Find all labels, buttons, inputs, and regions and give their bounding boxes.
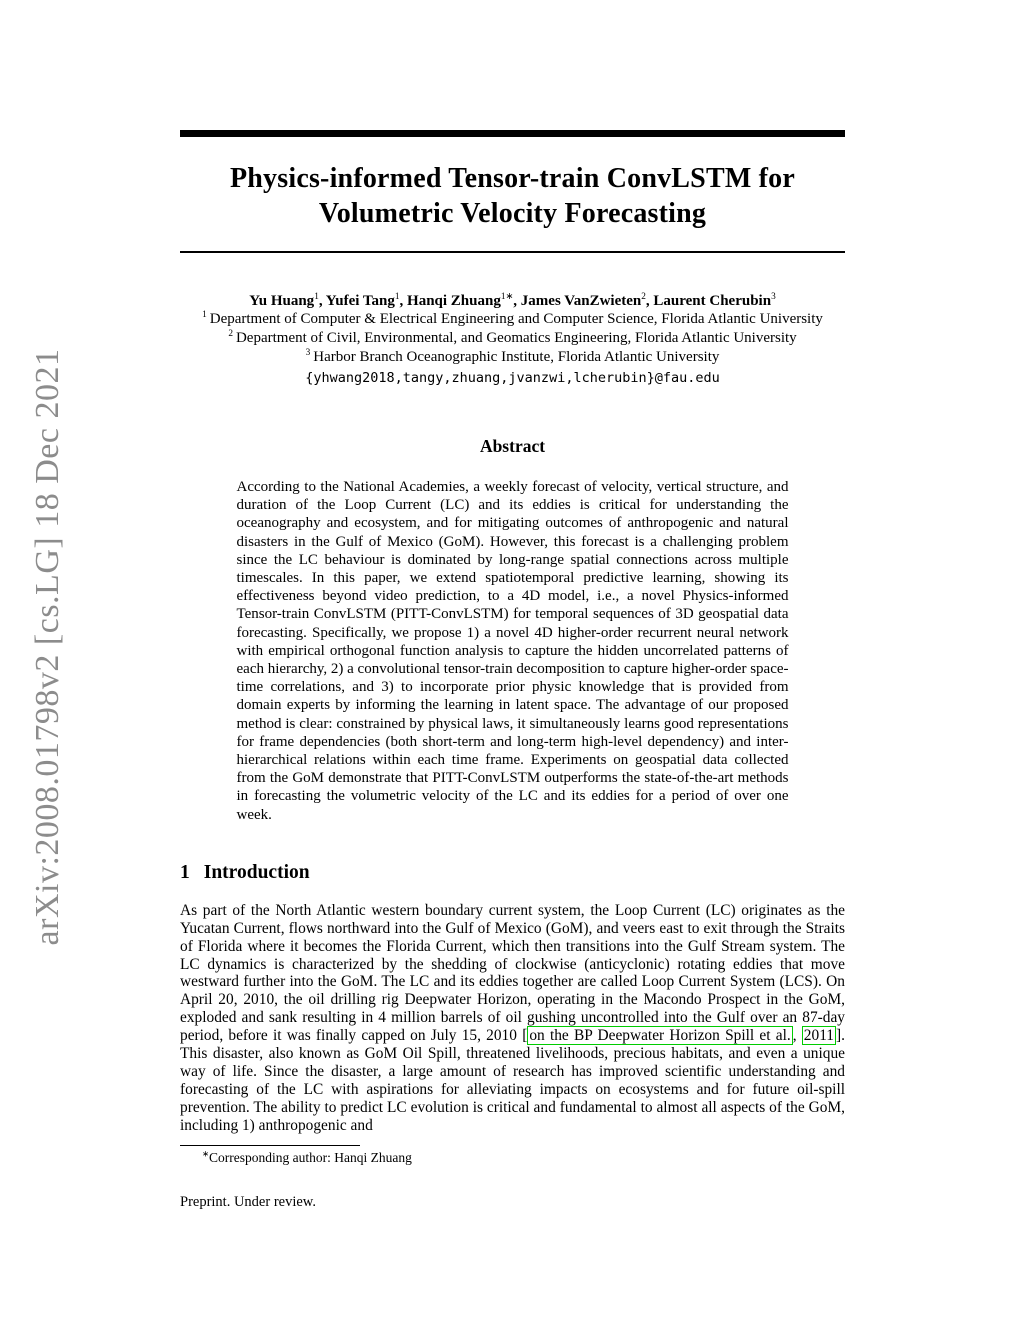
- abstract-heading: Abstract: [479, 436, 546, 456]
- affiliation-2: $^2$ Department of Civil, Environmental, and Geomatics Engineering, Florida Atlantic University: [228, 329, 797, 346]
- intro-paragraph: [180, 902, 845, 1135]
- author-emails: {yhwang2018,tangy,zhuang,jvanzwi,lcherubin}@fau.edu: [305, 370, 720, 386]
- abstract-text: According to the National Academies, a weekly forecast of velocity, vertical structure, and duration of the Loop Current (LC) and its eddies is critical for understanding the oceanography and ecosystem, and for mitigating outcomes of anthropogenic and natural disasters in the Gulf of Mexico (GoM). However, this forecast is a challenging problem since the LC behaviour is dominated by long-range spatial connections across multiple timescales. In this paper, we extend spatiotemporal predictive learning, showing its effectiveness beyond video prediction, to a 4D model, i.e., a novel Physics-informed Tensor-train ConvLSTM (PITT-ConvLSTM) for temporal sequences of 3D geospatial data forecasting. Specifically, we propose 1) a novel 4D higher-order recurrent neural network with empirical orthogonal function analysis to capture the hidden uncorrelated patterns of each hierarchy, 2) a convolutional tensor-train decomposition to capture higher-order space-time correlations, and 3) to incorporate prior physic knowledge that is provided from domain experts by informing the learning in latent space. The advantage of our proposed method is clear: constrained by physical laws, it simultaneously learns good representations for frame dependencies (both short-term and long-term high-level dependency) and inter-hierarchical relations within each time frame. Experiments on geospatial data collected from the GoM demonstrate that PITT-ConvLSTM outperforms the state-of-the-art methods in forecasting the volumetric velocity of the LC and its eddies for a period of over one week.: [236, 479, 789, 823]
- paper-title: [180, 161, 845, 231]
- title-rule-bottom: [180, 251, 845, 253]
- author-name: Yufei Tang$^1$,: [325, 292, 408, 309]
- citation-link-authors[interactable]: on the BP Deepwater Horizon Spill et al.: [529, 1027, 791, 1045]
- citation-separator: ,: [792, 1027, 802, 1045]
- preprint-notice: Preprint. Under review.: [180, 1194, 316, 1211]
- author-name: Yu Huang$^1$,: [249, 292, 326, 309]
- paper-column: [180, 0, 845, 1211]
- title-rule-top: [180, 130, 845, 137]
- affiliations-block: [180, 310, 845, 367]
- intro-text-before-citation: As part of the North Atlantic western boundary current system, the Loop Current (LC) originates as the Yucatan Current, flows northward into the Gulf of Mexico (GoM), and veers east to exit through the Straits of Florida where it becomes the Florida Current, which then transitions into the Gulf Stream system. The LC dynamics is characterized by the shedding of clockwise (anticyclonic) rotating eddies that move westward further into the GoM. The LC and its eddies together are called Loop Current System (LCS). On April 20, 2010, the oil drilling rig Deepwater Horizon, operating in the Macondo Prospect in the GoM, exploded and sank resulting in 4 million barrels of oil gushing uncontrolled into the Gulf over an 87-day period, before it was finally capped on July 15, 2010 [: [180, 901, 845, 1045]
- title-line-1: Physics-informed Tensor-train ConvLSTM for: [229, 163, 796, 194]
- author-name: James VanZwieten$^2$,: [520, 292, 654, 309]
- footnote-rule: [180, 1145, 360, 1147]
- author-name: Hanqi Zhuang$^{1∗}$,: [407, 292, 521, 309]
- section-heading-introduction: [180, 862, 845, 884]
- arxiv-watermark: arXiv:2008.01798v2 [cs.LG] 18 Dec 2021: [29, 348, 66, 946]
- corresponding-author-footnote: ∗Corresponding author: Hanqi Zhuang: [202, 1149, 412, 1166]
- intro-text-after-citation: ]. This disaster, also known as GoM Oil Spill, threatened livelihoods, precious habitats, and even a unique way of life. Since the disaster, a large amount of research has improved scientific understanding and forecasting of the LC with aspirations for alleviating impacts on ecosystems and for future oil-spill prevention. The ability to predict LC evolution is critical and fundamental to almost all aspects of the GoM, including 1) anthropogenic and: [180, 1027, 845, 1134]
- citation-link-year[interactable]: 2011: [803, 1027, 835, 1045]
- affiliation-1: $^1$ Department of Computer & Electrical Engineering and Computer Science, Florida Atlantic University: [202, 310, 823, 327]
- author-line: [180, 293, 845, 310]
- title-line-2: Volumetric Velocity Forecasting: [318, 198, 707, 229]
- affiliation-3: $^3$ Harbor Branch Oceanographic Institute, Florida Atlantic University: [305, 348, 720, 365]
- footnote-marker: ∗: [202, 1149, 210, 1159]
- author-name: Laurent Cherubin$^3$: [653, 292, 776, 309]
- section-number: 1: [180, 861, 190, 883]
- section-title: Introduction: [203, 861, 310, 883]
